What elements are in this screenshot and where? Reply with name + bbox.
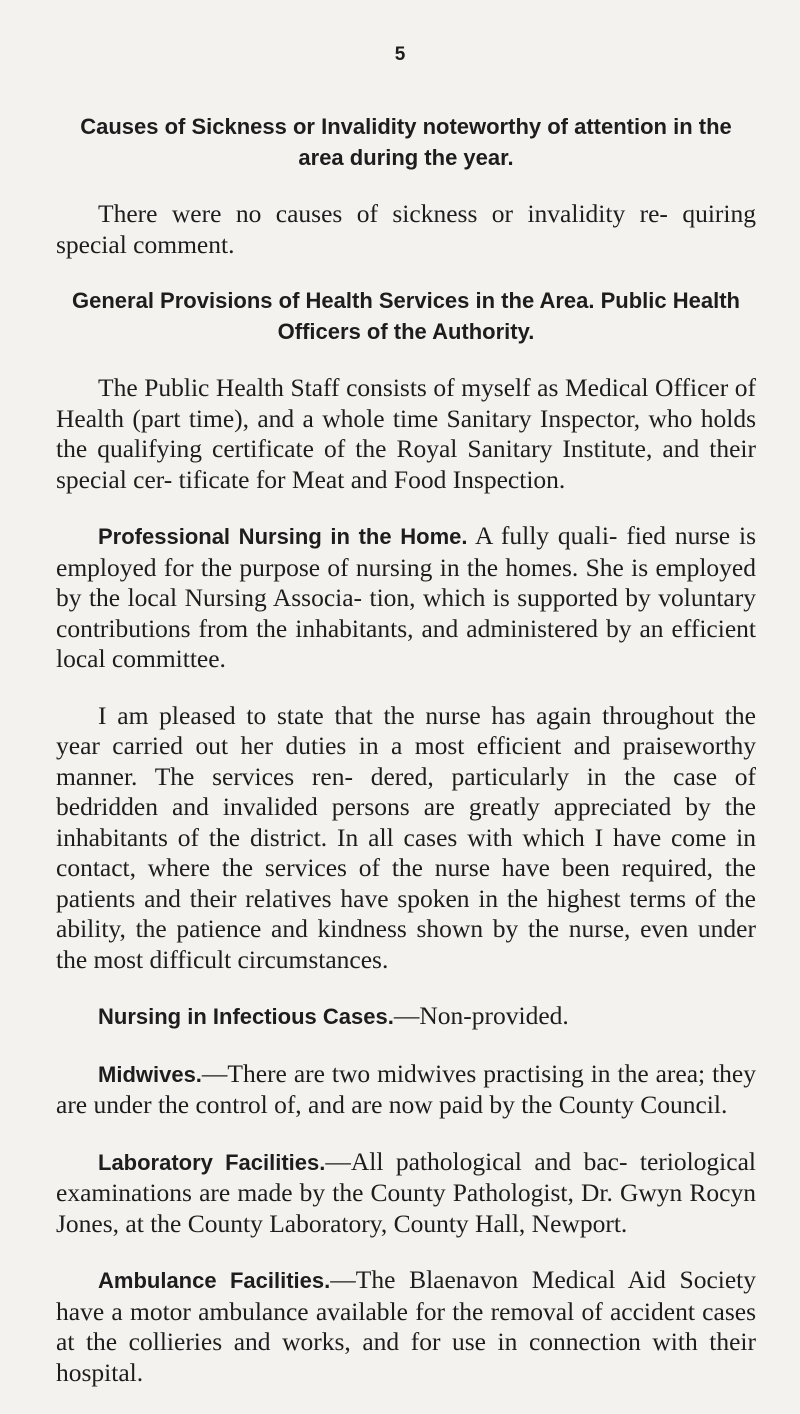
ambulance-heading: Ambulance Facilities.	[98, 1268, 331, 1293]
midwives-heading: Midwives.	[98, 1061, 202, 1087]
staff-paragraph: The Public Health Staff consists of myself as Medical Officer of Health (part time), and a whole time Sanitary Inspector, who holds the qualifying certificate of the Royal Sanitary Institute, and their special cer- tificate for Meat and Food Inspection.	[56, 373, 756, 494]
general-provisions-heading: General Provisions of Health Services in the Area. Public Health Officers of the Authority.	[72, 288, 740, 344]
infectious-cases-paragraph	[56, 1001, 756, 1033]
infectious-cases-heading: Nursing in Infectious Cases.	[98, 1004, 394, 1029]
midwives-paragraph	[56, 1059, 756, 1121]
professional-nursing-heading: Professional Nursing in the Home.	[98, 524, 468, 549]
laboratory-paragraph	[56, 1147, 756, 1240]
page-number: 5	[394, 44, 406, 65]
causes-heading: Causes of Sickness or Invalidity noteworthy of attention in the area during the year.	[80, 114, 732, 170]
midwives-text: —There are two midwives practising in the area; they are under the control of, and are now paid by the County Council.	[56, 1058, 756, 1119]
ambulance-text: —The Blaenavon Medical Aid Society have a motor ambulance available for the removal of accident cases at the collieries and works, and for use in connection with their hospital.	[56, 1265, 756, 1387]
laboratory-text: —All pathological and bac- teriological examinations are made by the County Pathologist, Dr. Gwyn Rocyn Jones, at the County Laboratory, County Hall, Newport.	[56, 1146, 756, 1238]
ambulance-paragraph	[56, 1265, 756, 1388]
document-body	[56, 112, 756, 1414]
laboratory-heading: Laboratory Facilities.	[98, 1149, 326, 1175]
professional-nursing-paragraph	[56, 521, 756, 675]
nurse-praise-paragraph: I am pleased to state that the nurse has again throughout the year carried out her duties in a most efficient and praiseworthy manner. The services ren- dered, particularly in the case of bedridden and invalided persons are greatly appreciated by the inhabitants of the district. In all cases with which I have come in contact, where the services of the nurse have been required, the patients and their relatives have spoken in the highest terms of the ability, the patience and kindness shown by the nurse, even under the most difficult circumstances.	[56, 700, 756, 974]
professional-nursing-text: A fully quali- fied nurse is employed for the purpose of nursing in the homes. She is employed by the local Nursing Associa- tion, which is supported by voluntary contributions from the inhabitants, and administered by an efficient local committee.	[56, 521, 756, 673]
infectious-cases-text: —Non-provided.	[393, 1001, 569, 1030]
causes-paragraph: There were no causes of sickness or invalidity re- quiring special comment.	[56, 199, 756, 259]
